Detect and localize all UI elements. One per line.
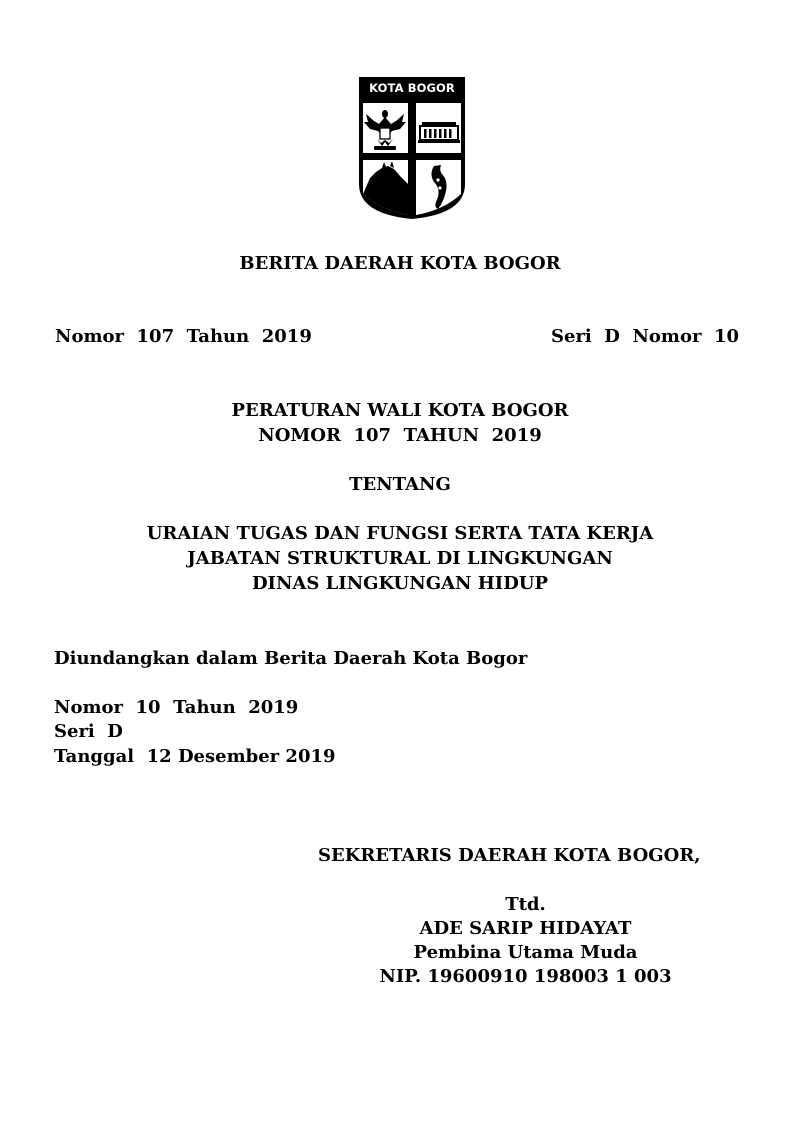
regulation-subject-line: JABATAN STRUKTURAL DI LINGKUNGAN bbox=[187, 548, 613, 569]
logo-caption: KOTA BOGOR bbox=[369, 81, 455, 95]
gazette-series-number: Seri D Nomor 10 bbox=[551, 326, 740, 347]
document-title: BERITA DAERAH KOTA BOGOR bbox=[239, 253, 561, 274]
gazette-number: Nomor 107 Tahun 2019 bbox=[55, 326, 312, 347]
regulation-about-label: TENTANG bbox=[349, 474, 451, 495]
signatory-rank: Pembina Utama Muda bbox=[413, 942, 638, 963]
signatory-title: SEKRETARIS DAERAH KOTA BOGOR, bbox=[318, 845, 701, 866]
regulation-subject-line: URAIAN TUGAS DAN FUNGSI SERTA TATA KERJA bbox=[146, 523, 654, 544]
promulgation-number: Nomor 10 Tahun 2019 bbox=[54, 697, 299, 718]
regulation-title: PERATURAN WALI KOTA BOGOR bbox=[231, 400, 569, 421]
signed-mark: Ttd. bbox=[505, 894, 546, 915]
regulation-number: NOMOR 107 TAHUN 2019 bbox=[258, 425, 542, 446]
signatory-nip: NIP. 19600910 198003 1 003 bbox=[379, 966, 672, 987]
promulgation-intro: Diundangkan dalam Berita Daerah Kota Bogor bbox=[54, 648, 528, 669]
kota-bogor-logo bbox=[358, 76, 466, 220]
regulation-subject-line: DINAS LINGKUNGAN HIDUP bbox=[251, 573, 549, 594]
signatory-name: ADE SARIP HIDAYAT bbox=[419, 918, 632, 939]
promulgation-date: Tanggal 12 Desember 2019 bbox=[54, 746, 336, 767]
promulgation-series: Seri D bbox=[54, 721, 123, 742]
